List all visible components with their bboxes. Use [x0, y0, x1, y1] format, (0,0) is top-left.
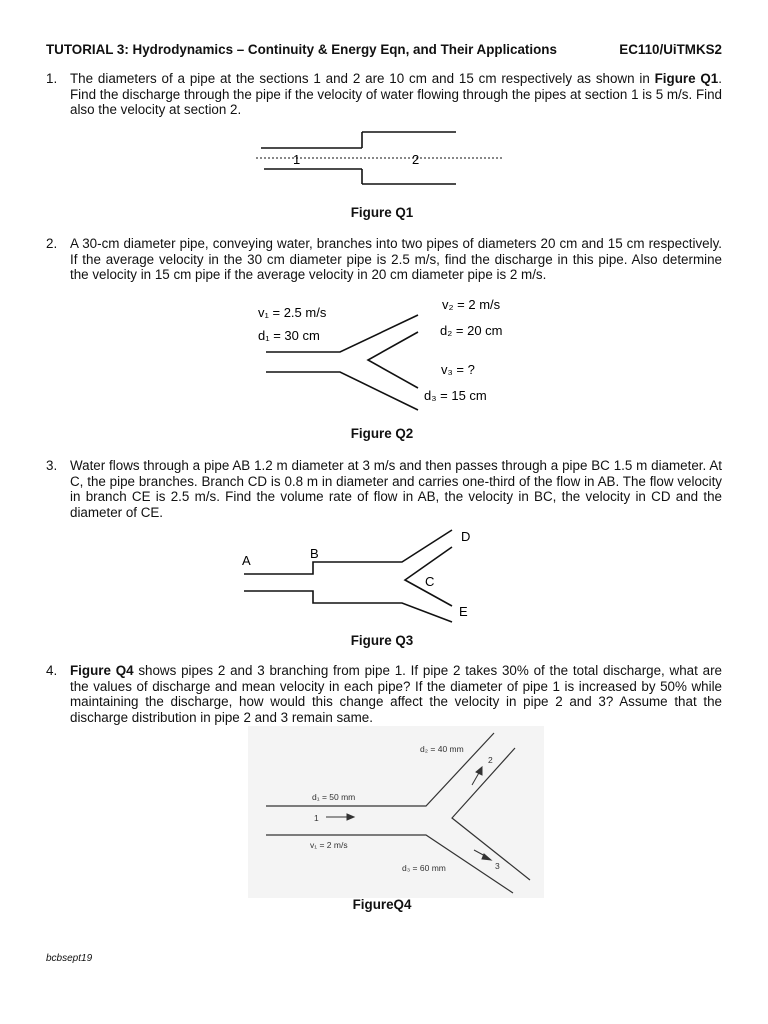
figure-q4-diagram — [248, 726, 544, 898]
figure-q1-caption: Figure Q1 — [350, 205, 414, 220]
v2-label: v₂ = 2 m/s — [442, 297, 501, 312]
course-code: EC110/UiTMKS2 — [619, 42, 722, 57]
section-2-label: 2 — [412, 152, 420, 167]
question-2 — [46, 236, 722, 283]
figure-q1-diagram — [250, 125, 510, 191]
question-text: Water flows through a pipe AB 1.2 m diameter at 3 m/s and then passes through a pipe BC 1.5 m diameter. At C, the pipe branches. Branch CD is 0.8 m in diameter and carries one-third of the flow in AB. The flow velocity in branch CE is 2.5 m/s. Find the volume rate of flow in AB, the velocity in BC, the velocity in CD and the diameter of CE. — [70, 458, 722, 520]
point-b-label: B — [310, 546, 319, 561]
point-a-label: A — [242, 553, 251, 568]
question-1 — [46, 71, 722, 118]
d2-label: d₂ = 20 cm — [440, 323, 503, 338]
question-number: 1. — [46, 71, 58, 86]
question-text: A 30-cm diameter pipe, conveying water, branches into two pipes of diameters 20 cm and 15 cm respectively. If the average velocity in the 30 cm diameter pipe is 2.5 m/s, find the discharge in this pipe. Also determine the velocity in 15 cm pipe if the average velocity in 20 cm diameter pipe is 2 m/s. — [70, 236, 722, 282]
pipe-1-label: 1 — [314, 813, 319, 823]
v1-label: v₁ = 2.5 m/s — [258, 305, 327, 320]
tutorial-header — [46, 42, 722, 57]
figure-reference: Figure Q1 — [654, 71, 719, 86]
figure-q4-caption: FigureQ4 — [352, 897, 412, 912]
d3-label: d₃ = 60 mm — [402, 863, 446, 873]
d1-label: d₁ = 30 cm — [258, 328, 320, 343]
point-e-label: E — [459, 604, 468, 619]
pipe-3-label: 3 — [495, 861, 500, 871]
pipe-wall — [266, 372, 418, 410]
figure-q2-diagram — [250, 290, 530, 412]
pipe-wall — [244, 530, 452, 574]
v1-label: v₁ = 2 m/s — [310, 840, 348, 850]
question-number: 4. — [46, 663, 58, 678]
figure-background — [248, 726, 544, 898]
figure-q3-caption: Figure Q3 — [350, 633, 414, 648]
figure-q3-diagram — [236, 525, 486, 625]
section-1-label: 1 — [293, 152, 301, 167]
point-c-label: C — [425, 574, 435, 589]
question-4 — [46, 663, 722, 725]
pipe-wall — [244, 591, 452, 622]
question-number: 2. — [46, 236, 58, 251]
d2-label: d₂ = 40 mm — [420, 744, 464, 754]
footer-code: bcbsept19 — [46, 953, 93, 964]
question-number: 3. — [46, 458, 58, 473]
v3-label: v₃ = ? — [441, 362, 475, 377]
question-3 — [46, 458, 722, 520]
pipe-2-label: 2 — [488, 755, 493, 765]
question-text: Figure Q4 shows pipes 2 and 3 branching from pipe 1. If pipe 2 takes 30% of the total discharge, what are the values of discharge and mean velocity in each pipe? If the diameter of pipe 1 is increased by 50% while maintaining the discharge, how would this change affect the velocity in pipe 2 and 3? Assume that the discharge distribution in pipe 2 and 3 remain same. — [70, 663, 722, 725]
figure-q2-caption: Figure Q2 — [350, 426, 414, 441]
question-text: The diameters of a pipe at the sections 1 and 2 are 10 cm and 15 cm respectively as shown in Figure Q1. Find the discharge through the pipe if the velocity of water flowing through the pipes at section 1 is 5 m/s. Find also the velocity at section 2. — [70, 71, 722, 117]
tutorial-title: TUTORIAL 3: Hydrodynamics – Continuity & Energy Eqn, and Their Applications — [46, 42, 557, 57]
figure-reference: Figure Q4 — [70, 663, 134, 678]
pipe-wall — [368, 332, 418, 388]
d3-label: d₃ = 15 cm — [424, 388, 487, 403]
point-d-label: D — [461, 529, 471, 544]
d1-label: d₁ = 50 mm — [312, 792, 356, 802]
